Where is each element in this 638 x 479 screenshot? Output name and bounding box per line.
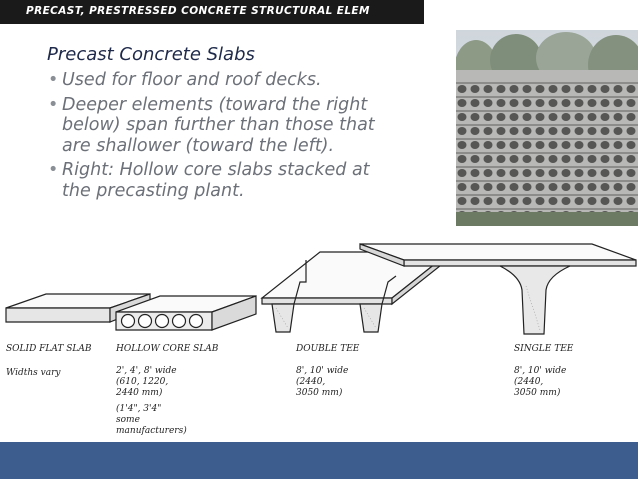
slab-core-hole xyxy=(549,85,558,93)
slab-core-hole xyxy=(536,141,545,149)
slab-core-hole xyxy=(575,113,584,121)
slab-core-hole xyxy=(510,85,519,93)
slab-core-hole xyxy=(523,99,532,107)
slab-core-hole xyxy=(510,141,519,149)
slab-core-hole xyxy=(536,85,545,93)
slab-core-hole xyxy=(614,127,623,135)
slab-core-hole xyxy=(627,113,636,121)
slab-core-hole xyxy=(562,127,571,135)
slab-core-hole xyxy=(484,99,493,107)
slab-core-hole xyxy=(484,197,493,205)
slab-core-hole xyxy=(536,99,545,107)
slab-core-hole xyxy=(458,127,467,135)
slab-core-hole xyxy=(523,127,532,135)
slab-core-hole xyxy=(458,99,467,107)
slab-core-hole xyxy=(588,113,597,121)
slab-core-hole xyxy=(497,155,506,163)
slab-core-hole xyxy=(497,169,506,177)
slab-core-hole xyxy=(614,141,623,149)
slab-core-hole xyxy=(471,197,480,205)
slab-core-hole xyxy=(588,141,597,149)
slab-core-hole xyxy=(523,197,532,205)
slab-core-hole xyxy=(588,169,597,177)
slab-core-hole xyxy=(471,113,480,121)
slab-core-hole xyxy=(614,197,623,205)
slab-core-hole xyxy=(627,99,636,107)
slide-title: Precast Concrete Slabs xyxy=(47,44,255,65)
slab-core-hole xyxy=(484,141,493,149)
slab-core-hole xyxy=(588,183,597,191)
slab-core-hole xyxy=(562,99,571,107)
slab-core-hole xyxy=(627,169,636,177)
slab-core-hole xyxy=(627,85,636,93)
slab-core-hole xyxy=(497,183,506,191)
slab-core-hole xyxy=(523,169,532,177)
footer-bar xyxy=(0,442,638,479)
slab-core-hole xyxy=(510,99,519,107)
slab-core-hole xyxy=(601,197,610,205)
label-single-tee: SINGLE TEE xyxy=(514,344,574,354)
slab-core-hole xyxy=(484,127,493,135)
slab-core-hole xyxy=(458,197,467,205)
slab-core-hole xyxy=(614,169,623,177)
slab-core-hole xyxy=(523,113,532,121)
slab-core-hole xyxy=(458,113,467,121)
slab-core-hole xyxy=(497,127,506,135)
slab-core-hole xyxy=(549,127,558,135)
slab-core-hole xyxy=(523,85,532,93)
slab-core-hole xyxy=(497,113,506,121)
slab-core-hole xyxy=(562,197,571,205)
slab-core-hole xyxy=(549,113,558,121)
slab-core-hole xyxy=(562,169,571,177)
slab-core-hole xyxy=(588,99,597,107)
slab-core-hole xyxy=(588,197,597,205)
slab-core-hole xyxy=(510,155,519,163)
label-double-tee: DOUBLE TEE xyxy=(296,344,360,354)
slab-core-hole xyxy=(510,169,519,177)
slab-core-hole xyxy=(588,155,597,163)
slab-core-hole xyxy=(471,141,480,149)
slab-sections-drawing xyxy=(0,236,638,442)
slab-core-hole xyxy=(471,155,480,163)
slab-core-hole xyxy=(484,169,493,177)
slab-core-hole xyxy=(562,155,571,163)
slab-core-hole xyxy=(601,85,610,93)
slab-core-hole xyxy=(523,155,532,163)
slab-core-hole xyxy=(627,127,636,135)
slab-core-hole xyxy=(523,183,532,191)
slab-core-hole xyxy=(497,85,506,93)
hollow-core-slabs-photo xyxy=(456,30,638,226)
dims-double-tee: 8', 10' wide (2440, 3050 mm) xyxy=(296,366,349,398)
slab-core-hole xyxy=(471,169,480,177)
label-solid-flat-slab: SOLID FLAT SLAB xyxy=(6,344,92,354)
dims-hollow-core-slab: 2', 4', 8' wide (610, 1220, 2440 mm) xyxy=(116,366,177,398)
slab-core-hole xyxy=(627,155,636,163)
slab-core-hole xyxy=(549,99,558,107)
slab-core-hole xyxy=(510,113,519,121)
slab-core-hole xyxy=(549,169,558,177)
dims-solid-flat-slab: Widths vary xyxy=(6,368,61,378)
slab-core-hole xyxy=(536,155,545,163)
slab-core-hole xyxy=(575,141,584,149)
slab-core-hole xyxy=(523,141,532,149)
slab-core-hole xyxy=(575,127,584,135)
slab-core-hole xyxy=(588,127,597,135)
slab-core-hole xyxy=(549,183,558,191)
bullet-item: • Right: Hollow core slabs stacked at the precasting plant. xyxy=(48,160,370,201)
slab-core-hole xyxy=(471,183,480,191)
slab-core-hole xyxy=(484,113,493,121)
slab-core-hole xyxy=(484,155,493,163)
slab-core-hole xyxy=(601,141,610,149)
slab-core-hole xyxy=(562,85,571,93)
slab-core-hole xyxy=(601,169,610,177)
slab-core-hole xyxy=(471,99,480,107)
slab-core-hole xyxy=(588,85,597,93)
slab-core-hole xyxy=(575,85,584,93)
slab-core-hole xyxy=(510,197,519,205)
bullet-item: • Deeper elements (toward the right below) span further than those that are shallower (toward the left). xyxy=(48,94,375,156)
note-hollow-core-slab: (1'4", 3'4" some manufacturers) xyxy=(116,404,187,436)
slab-core-hole xyxy=(562,141,571,149)
slab-core-hole xyxy=(549,197,558,205)
slab-core-hole xyxy=(614,85,623,93)
slab-core-hole xyxy=(458,169,467,177)
slab-core-hole xyxy=(471,85,480,93)
slab-core-hole xyxy=(458,183,467,191)
header-bar xyxy=(0,0,424,24)
slab-core-hole xyxy=(458,155,467,163)
bullet-list xyxy=(48,70,378,205)
slab-core-hole xyxy=(497,197,506,205)
slab-core-hole xyxy=(497,141,506,149)
slab-core-hole xyxy=(601,127,610,135)
slab-core-hole xyxy=(536,183,545,191)
slab-core-hole xyxy=(614,113,623,121)
bullet-dot-icon: • xyxy=(48,160,59,180)
slab-core-hole xyxy=(627,141,636,149)
slab-core-hole xyxy=(536,127,545,135)
slab-core-hole xyxy=(627,183,636,191)
slab-core-hole xyxy=(549,141,558,149)
slab-core-hole xyxy=(484,85,493,93)
slab-core-hole xyxy=(614,155,623,163)
slab-core-hole xyxy=(510,183,519,191)
slab-core-hole xyxy=(458,141,467,149)
slab-core-hole xyxy=(601,99,610,107)
slab-core-hole xyxy=(497,99,506,107)
slab-core-hole xyxy=(484,183,493,191)
slab-core-hole xyxy=(575,99,584,107)
bullet-dot-icon: • xyxy=(48,70,59,90)
slab-core-hole xyxy=(575,183,584,191)
slab-core-hole xyxy=(549,155,558,163)
slab-core-hole xyxy=(601,113,610,121)
slab-core-hole xyxy=(601,155,610,163)
slab-types-diagram xyxy=(0,236,638,442)
slab-core-hole xyxy=(536,197,545,205)
dims-single-tee: 8', 10' wide (2440, 3050 mm) xyxy=(514,366,567,398)
slab-core-hole xyxy=(471,127,480,135)
header-title: PRECAST, PRESTRESSED CONCRETE STRUCTURAL ELEM xyxy=(26,5,370,17)
slab-core-hole xyxy=(575,197,584,205)
slab-core-hole xyxy=(627,197,636,205)
label-hollow-core-slab: HOLLOW CORE SLAB xyxy=(116,344,219,354)
slab-core-hole xyxy=(562,183,571,191)
slab-core-hole xyxy=(614,183,623,191)
slab-core-hole xyxy=(575,155,584,163)
slab-core-hole xyxy=(510,127,519,135)
slab-core-hole xyxy=(575,169,584,177)
slab-core-hole xyxy=(536,169,545,177)
slab-core-hole xyxy=(536,113,545,121)
bullet-item: • Used for floor and roof decks. xyxy=(48,70,322,90)
slab-core-hole xyxy=(601,183,610,191)
slab-core-hole xyxy=(614,99,623,107)
slab-core-hole xyxy=(458,85,467,93)
slab-core-hole xyxy=(562,113,571,121)
bullet-dot-icon: • xyxy=(48,94,59,115)
